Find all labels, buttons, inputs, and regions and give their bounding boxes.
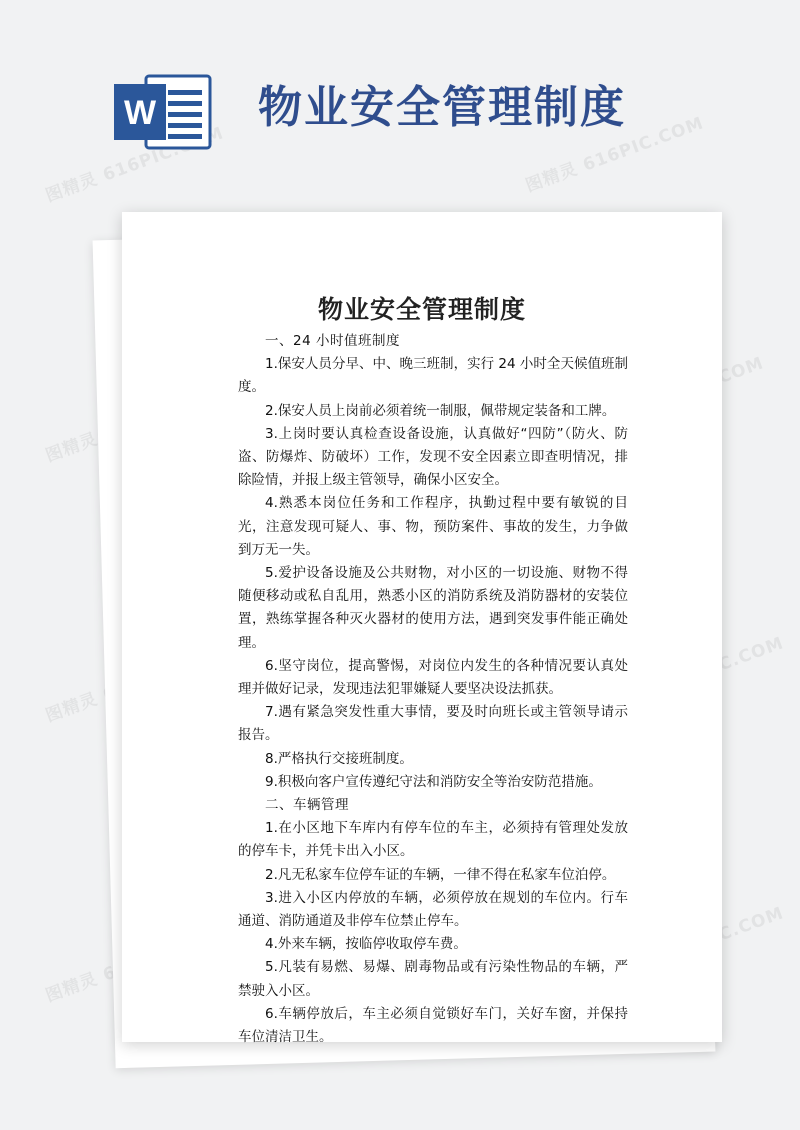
banner-title: 物业安全管理制度 [258, 82, 626, 133]
paragraph: 2.凡无私家车位停车证的车辆，一律不得在私家车位泊停。 [265, 866, 616, 883]
paragraph: 8.严格执行交接班制度。 [265, 750, 413, 767]
paragraph: 1.在小区地下车库内有停车位的车主，必须持有管理处发放的停车卡，并凭卡出入小区。 [238, 820, 628, 860]
paragraph: 3.上岗时要认真检查设备设施，认真做好“四防”（防火、防盗、防爆炸、防破坏）工作，发现不安全因素立即查明情况，排除险情，并报上级主管领导，确保小区安全。 [238, 425, 628, 489]
paragraph: 4.外来车辆，按临停收取停车费。 [265, 936, 467, 953]
paragraph: 1.保安人员分早、中、晚三班制，实行 24 小时全天候值班制度。 [238, 356, 628, 396]
paragraph: 9.积极向客户宣传遵纪守法和消防安全等治安防范措施。 [265, 773, 602, 790]
watermark: 616PIC.COM [660, 903, 787, 966]
word-document-icon [110, 70, 214, 154]
paragraph: 6.车辆停放后，车主必须自觉锁好车门，关好车窗，并保持车位清洁卫生。 [238, 1005, 628, 1046]
paragraph: 5.爱护设备设施及公共财物，对小区的一切设施、财物不得随便移动或私自乱用，熟悉小区的消防系统及消防器材的安装位置，熟练掌握各种灭火器材的使用方法，遇到突发事件能正确处理。 [238, 565, 628, 651]
section-heading: 二、车辆管理 [265, 797, 349, 814]
document-page [122, 212, 722, 1046]
paragraph: 3.进入小区内停放的车辆，必须停放在规划的车位内。行车通道、消防通道及非停车位禁止停车。 [238, 889, 628, 930]
paragraph: 4.熟悉本岗位任务和工作程序，执勤过程中要有敏锐的目光，注意发现可疑人、事、物，预防案件、事故的发生，力争做到万无一失。 [238, 495, 628, 558]
watermark: 图精灵 616PIC.COM [523, 113, 707, 197]
document-body [238, 330, 628, 1049]
watermark: 图精灵 616PIC.COM [43, 123, 227, 207]
paragraph: 6.坚守岗位，提高警惕，对岗位内发生的各种情况要认真处理并做好记录，发现违法犯罪嫌疑人要坚决设法抓获。 [238, 657, 628, 698]
watermark: 图精灵 [43, 969, 101, 1007]
paragraph: 5.凡装有易燃、易爆、剧毒物品或有污染性物品的车辆，严禁驶入小区。 [238, 959, 628, 999]
document-title: 物业安全管理制度 [317, 295, 526, 324]
watermark: 图精灵 [43, 689, 101, 727]
watermark: 图精灵 [43, 429, 101, 467]
watermark: 616PIC.COM [660, 633, 787, 696]
paragraph: 7.遇有紧急突发性重大事情，要及时向班长或主管领导请示报告。 [238, 704, 628, 744]
svg-text:W: W [123, 94, 157, 132]
paragraph: 2.保安人员上岗前必须着统一制服，佩带规定装备和工牌。 [265, 402, 616, 419]
section-heading: 一、24 小时值班制度 [265, 333, 400, 349]
